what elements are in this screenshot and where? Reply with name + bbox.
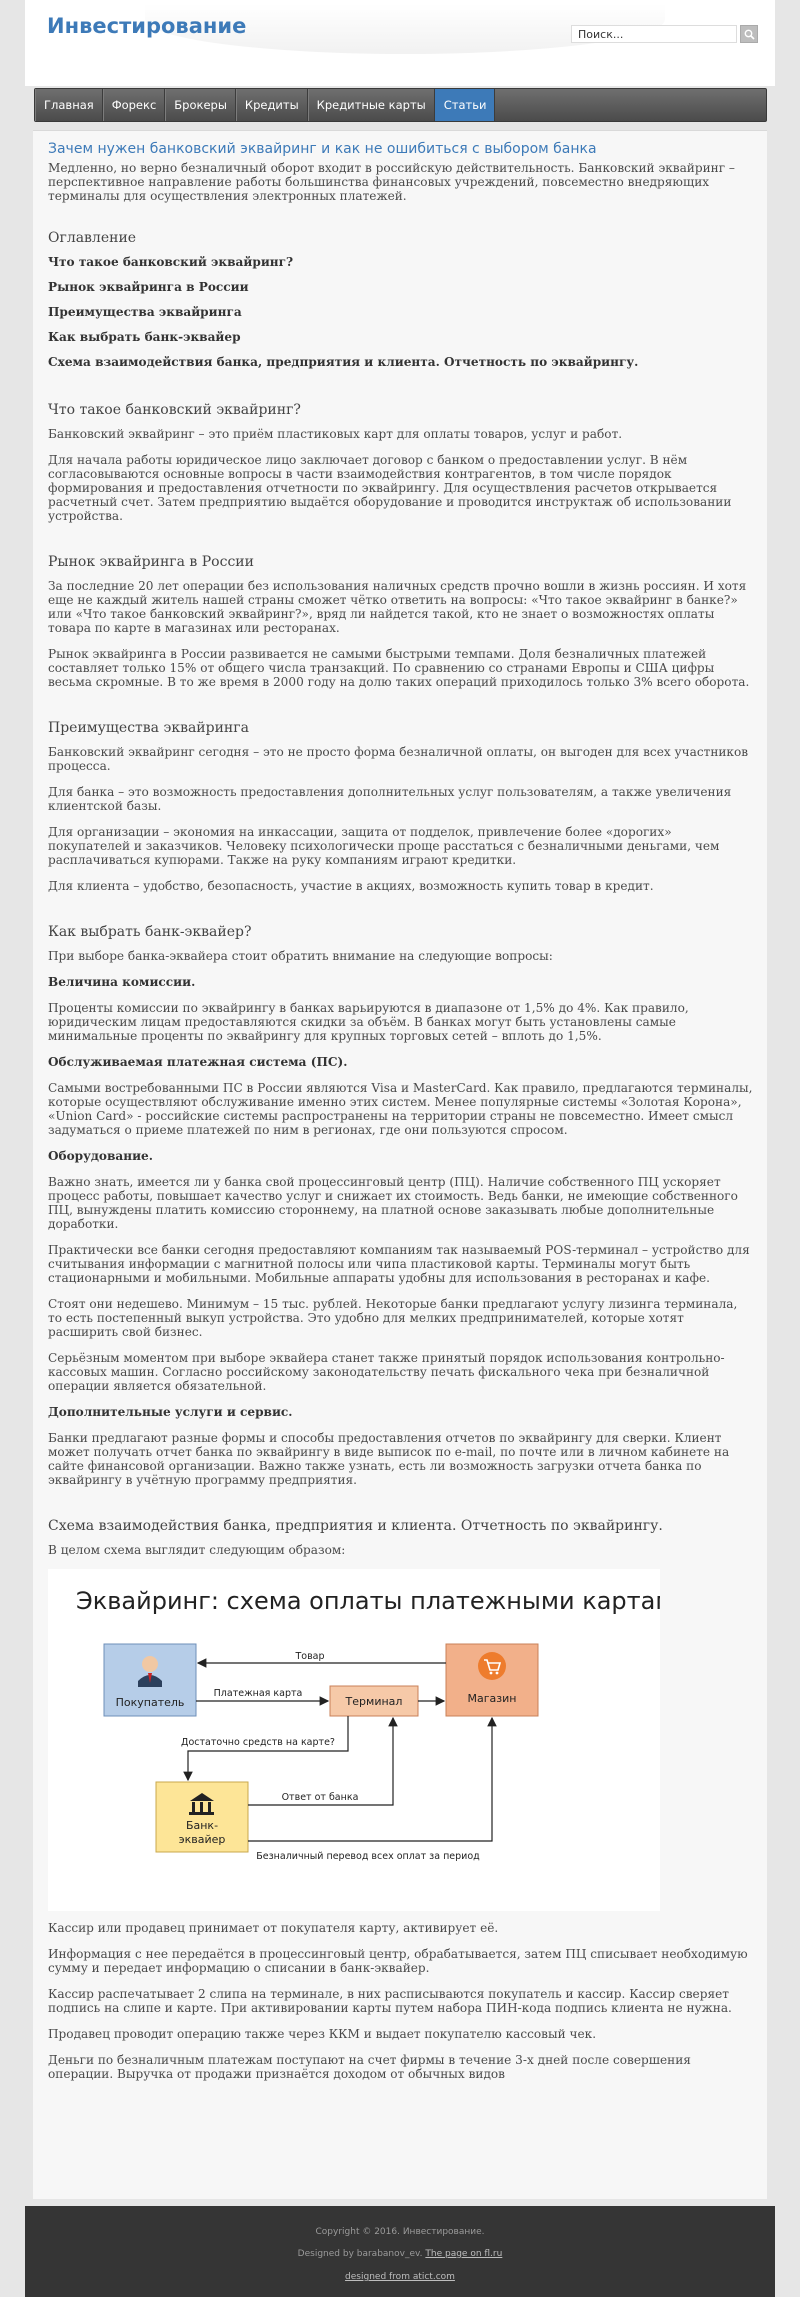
search-icon xyxy=(744,29,755,40)
toc-item[interactable]: Что такое банковский эквайринг? xyxy=(48,255,294,269)
section-title: Преимущества эквайринга xyxy=(48,720,249,736)
table-of-contents xyxy=(48,255,753,369)
nav-item-credits[interactable]: Кредиты xyxy=(236,89,308,121)
paragraph: В целом схема выглядит следующим образом: xyxy=(48,1543,346,1557)
article-title[interactable]: Зачем нужен банковский эквайринг и как не ошибиться с выбором банка xyxy=(48,141,597,157)
toc-item[interactable]: Как выбрать банк-эквайер xyxy=(48,330,241,344)
diagram-svg xyxy=(48,1569,660,1911)
paragraph: Для начала работы юридическое лицо заключает договор с банком о предоставлении услуг. В нём согласовываются основные вопросы в части взаимодействия контрагентов, в том числе порядок формирования и предоставления отчетности по эквайрингу. Для осуществления расчетов открывается расчетный счет. Затем предприятию выдаётся оборудование и проводится инструктаж об использовании устройства. xyxy=(48,453,732,523)
paragraph: За последние 20 лет операции без использования наличных средств прочно вошли в жизнь россиян. И хотя еще не каждый житель нашей страны сможет чётко ответить на вопросы: «Что такое эквайринг в банке?» или «Что такое банковский эквайринг?», вряд ли найдется такой, кто не знает о возможностях оплаты товара по карте в магазинах или ресторанах. xyxy=(48,579,747,635)
page-wrapper xyxy=(25,0,775,2282)
nav-item-credit-cards[interactable]: Кредитные карты xyxy=(308,89,435,121)
cart-icon xyxy=(478,1652,506,1680)
nav-item-home[interactable]: Главная xyxy=(35,89,103,121)
footer-designed-from xyxy=(25,2272,775,2282)
footer-copyright: Copyright © 2016. Инвестирование. xyxy=(315,2227,485,2237)
diagram-title: Эквайринг: схема оплаты платежными картами xyxy=(76,1587,660,1615)
shop-label: Магазин xyxy=(467,1692,517,1705)
paragraph: Для организации – экономия на инкассации, защита от подделок, привлечение более «дорогих» покупателей и заказчиков. Человеку психологически проще расстаться с безналичными деньгами, чем расплачиваться купюрами. Также на руку компаниям играют кредитки. xyxy=(48,825,720,867)
arrow-card-label: Платежная карта xyxy=(213,1688,303,1699)
nav-item-brokers[interactable]: Брокеры xyxy=(165,89,236,121)
subheading: Величина комиссии. xyxy=(48,975,196,989)
toc-item[interactable]: Схема взаимодействия банка, предприятия и клиента. Отчетность по эквайрингу. xyxy=(48,355,639,369)
paragraph: Важно знать, имеется ли у банка свой процессинговый центр (ПЦ). Наличие собственного ПЦ ускоряет процесс работы, повышает качество услуг и снижает их стоимость. Ведь банки, не имеющие собственного ПЦ, вынуждены платить комиссию стороннему, на платной основе заказывать любые дополнительные доработки. xyxy=(48,1175,738,1231)
site-title[interactable]: Инвестирование xyxy=(47,14,247,38)
paragraph: Банковский эквайринг – это приём пластиковых карт для оплаты товаров, услуг и работ. xyxy=(48,427,623,441)
paragraph: Стоят они недешево. Минимум – 15 тыс. рублей. Некоторые банки предлагают услугу лизинга терминала, то есть постепенный выкуп устройства. Это удобно для мелких предпринимателей, которые хотят расширить свой бизнес. xyxy=(48,1297,738,1339)
footer-designed-by xyxy=(25,2249,775,2259)
paragraph: Кассир или продавец принимает от покупателя карту, активирует её. xyxy=(48,1921,499,1935)
section-title: Что такое банковский эквайринг? xyxy=(48,402,301,418)
paragraph: Проценты комиссии по эквайрингу в банках варьируются в диапазоне от 1,5% до 4%. Как правило, юридическим лицам предоставляются скидки за объём. В банках могут быть установлены самые минимальные проценты по эквайрингу для крупных торговых сетей – вплоть до 1,5%. xyxy=(48,1001,689,1043)
nav-item-forex[interactable]: Форекс xyxy=(103,89,166,121)
subheading: Оборудование. xyxy=(48,1149,153,1163)
bank-label-1: Банк- xyxy=(185,1819,219,1832)
acquiring-diagram xyxy=(48,1569,660,1911)
paragraph: Деньги по безналичным платежам поступают на счет фирмы в течение 3-х дней после совершения операции. Выручка от продажи признаётся доходом от обычных видов xyxy=(48,2053,691,2081)
paragraph: Банковский эквайринг сегодня – это не просто форма безналичной оплаты, он выгоден для всех участников процесса. xyxy=(48,745,749,773)
main-content xyxy=(33,130,767,2199)
paragraph: Информация с нее передаётся в процессинговый центр, обрабатывается, затем ПЦ списывает необходимую сумму и передает информацию о списании в банк-эквайер. xyxy=(48,1947,748,1975)
paragraph: При выборе банка-эквайера стоит обратить внимание на следующие вопросы: xyxy=(48,949,553,963)
header xyxy=(25,0,775,86)
toc-item[interactable]: Преимущества эквайринга xyxy=(48,305,242,319)
subheading: Дополнительные услуги и сервис. xyxy=(48,1405,293,1419)
nav-item-articles[interactable]: Статьи xyxy=(435,89,496,121)
paragraph: Самыми востребованными ПС в России являются Visa и MasterCard. Как правило, предлагаются терминалы, которые осуществляют обслуживание именно этих систем. Менее популярные системы «Золотая Корона», «Union Card» - российские системы распространены на территории страны не повсеместно. Имеет смысл задуматься о приеме платежей по ним в регионах, где они пользуются спросом. xyxy=(48,1081,753,1137)
section-title: Как выбрать банк-эквайер? xyxy=(48,924,252,940)
footer-designed-from-link[interactable]: designed from atict.com xyxy=(345,2272,455,2282)
arrow-transfer-label: Безналичный перевод всех оплат за период xyxy=(256,1851,480,1862)
footer-page-link[interactable]: The page on fl.ru xyxy=(425,2249,503,2259)
search-box xyxy=(571,25,755,45)
paragraph: Практически все банки сегодня предоставляют компаниям так называемый POS-терминал – устройство для считывания информации с магнитной полосы или чипа пластиковой карты. Терминалы могут быть стационарными и мобильными. Мобильные аппараты удобны для использования в ресторанах и кафе. xyxy=(48,1243,750,1285)
article xyxy=(48,139,753,2093)
paragraph: Рынок эквайринга в России развивается не самыми быстрыми темпами. Доля безналичных платежей составляет только 15% от общего числа транзакций. По сравнению со странами Европы и США цифры весьма скромные. В то же время в 2000 году на долю таких операций приходилось только 3% всего оборота. xyxy=(48,647,750,689)
paragraph: Банки предлагают разные формы и способы предоставления отчетов по эквайрингу для сверки. Клиент может получать отчет банка по эквайрингу в виде выписок по e-mail, по почте или в личном кабинете на сайте финансовой организации. Важно также узнать, есть ли возможность загрузки отчета банка по эквайрингу в учётную программу предприятия. xyxy=(48,1431,730,1487)
main-nav xyxy=(34,88,767,122)
subheading: Обслуживаемая платежная система (ПС). xyxy=(48,1055,348,1069)
paragraph: Продавец проводит операцию также через ККМ и выдает покупателю кассовый чек. xyxy=(48,2027,597,2041)
paragraph: Для клиента – удобство, безопасность, участие в акциях, возможность купить товар в кредит. xyxy=(48,879,654,893)
bank-label-2: эквайер xyxy=(178,1833,226,1846)
footer-designer: Designed by barabanov_ev. xyxy=(297,2249,423,2259)
arrow-funds-label: Достаточно средств на карте? xyxy=(181,1737,335,1748)
arrow-goods-label: Товар xyxy=(295,1651,325,1662)
paragraph: Для банка – это возможность предоставления дополнительных услуг пользователям, а также увеличения клиентской базы. xyxy=(48,785,732,813)
footer xyxy=(25,2206,775,2297)
toc-item[interactable]: Рынок эквайринга в России xyxy=(48,280,249,294)
section-title: Схема взаимодействия банка, предприятия и клиента. Отчетность по эквайрингу. xyxy=(48,1518,663,1534)
paragraph: Кассир распечатывает 2 слипа на терминале, в них расписываются покупатель и кассир. Кассир сверяет подпись на слипе и карте. При активировании карты путем набора ПИН-кода подпись клиента не нужна. xyxy=(48,1987,732,2015)
search-button[interactable] xyxy=(740,25,758,43)
terminal-label: Терминал xyxy=(345,1695,403,1708)
section-title: Рынок эквайринга в России xyxy=(48,554,254,570)
search-input[interactable] xyxy=(571,25,737,43)
buyer-label: Покупатель xyxy=(115,1696,185,1709)
toc-title: Оглавление xyxy=(48,230,137,246)
paragraph: Серьёзным моментом при выборе эквайера станет также принятый порядок использования контрольно-кассовых машин. Согласно российскому законодательству печать фискального чека при безналичной операции является обязательной. xyxy=(48,1351,725,1393)
arrow-answer-label: Ответ от банка xyxy=(281,1792,359,1803)
article-lead: Медленно, но верно безналичный оборот входит в российскую действительность. Банковский эквайринг – перспективное направление работы большинства финансовых учреждений, повсеместно внедряющих терминалы для осуществления электронных платежей. xyxy=(48,161,735,203)
